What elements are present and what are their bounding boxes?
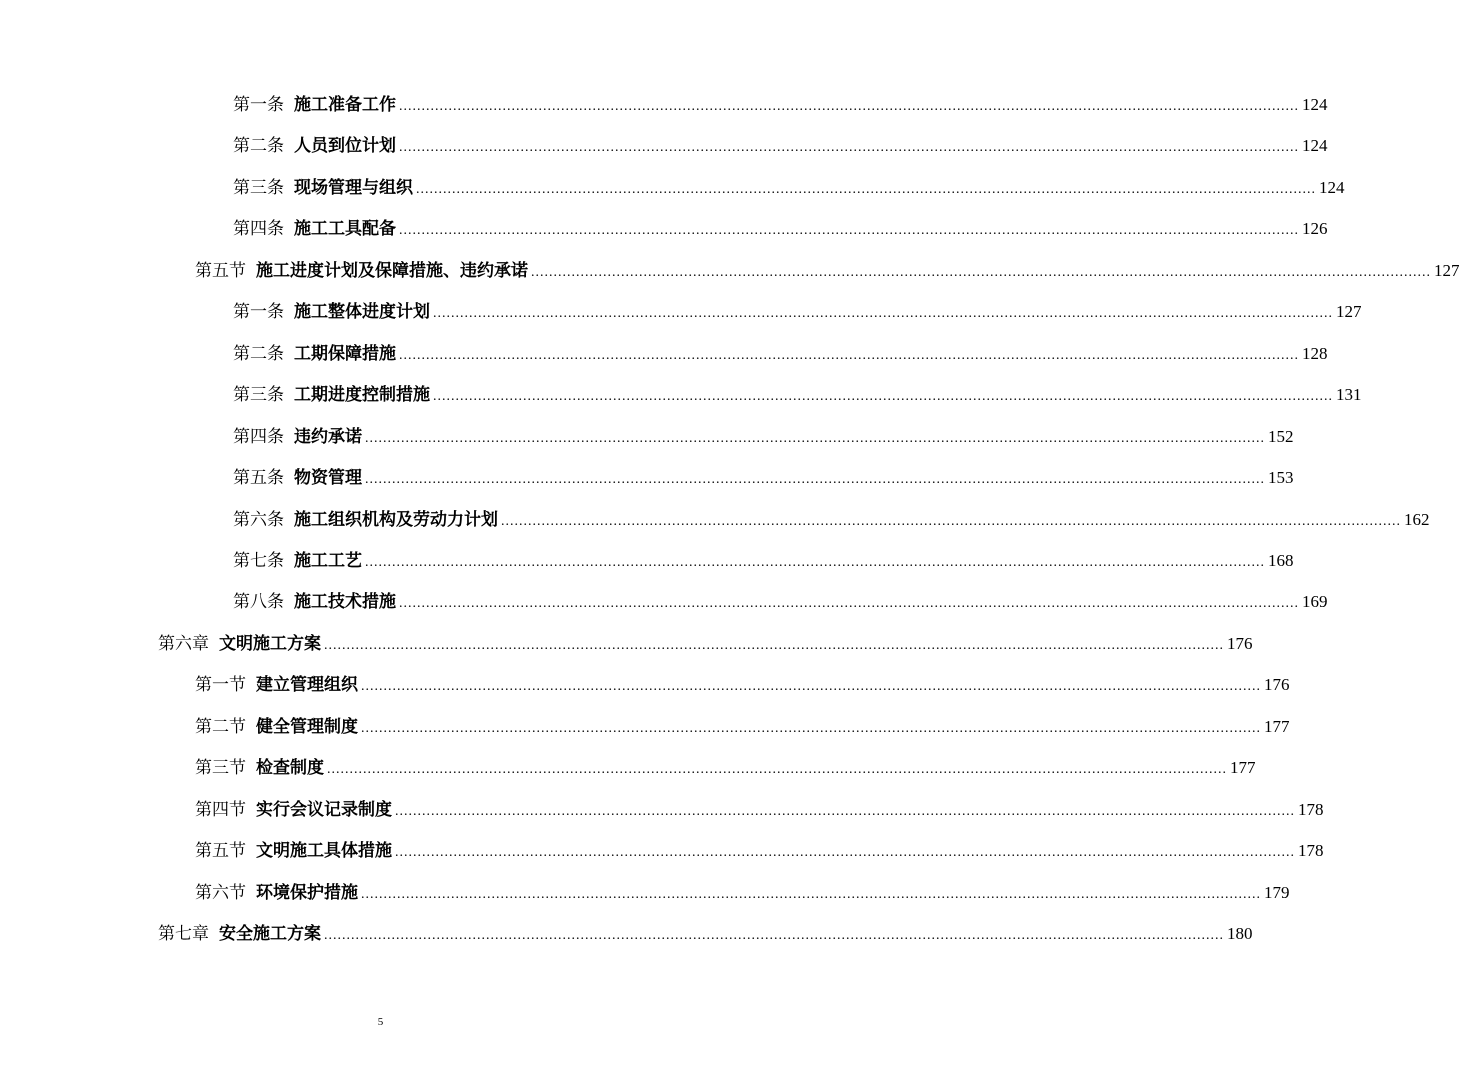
toc-entry-number: 第三条: [233, 385, 284, 405]
toc-dot-leader: ........................................................................................................................................................................................................: [361, 679, 1261, 694]
toc-entry-title: 文明施工具体措施: [256, 841, 392, 861]
toc-entry-number: 第四条: [233, 219, 284, 239]
toc-entry-page: 169: [1302, 592, 1328, 611]
toc-entry-page: 124: [1302, 136, 1328, 155]
toc-dot-leader: ........................................................................................................................................................................................................: [361, 721, 1261, 736]
toc-entry-number: 第五节: [195, 841, 246, 861]
toc-entry[interactable]: [195, 878, 1290, 908]
toc-entry-number: 第五条: [233, 468, 284, 488]
toc-dot-leader: ........................................................................................................................................................................................................: [501, 514, 1401, 529]
toc-entry-page: 177: [1264, 717, 1290, 736]
toc-dot-leader: ........................................................................................................................................................................................................: [399, 348, 1299, 363]
toc-entry[interactable]: [233, 214, 1328, 244]
toc-entry-page: 124: [1319, 178, 1345, 197]
toc-entry-title: 现场管理与组织: [294, 178, 413, 198]
toc-entry-title: 环境保护措施: [256, 883, 358, 903]
toc-entry-page: 124: [1302, 95, 1328, 114]
toc-entry-title: 安全施工方案: [219, 924, 321, 944]
toc-dot-leader: ........................................................................................................................................................................................................: [395, 804, 1295, 819]
toc-entry-number: 第二条: [233, 136, 284, 156]
toc-dot-leader: ........................................................................................................................................................................................................: [433, 389, 1333, 404]
toc-entry-page: 128: [1302, 344, 1328, 363]
toc-entry-page: 168: [1268, 551, 1294, 570]
toc-entry-title: 施工组织机构及劳动力计划: [294, 510, 498, 530]
toc-entry[interactable]: [195, 836, 1324, 866]
toc-entry[interactable]: [195, 753, 1256, 783]
toc-entry-title: 人员到位计划: [294, 136, 396, 156]
toc-entry-page: 178: [1298, 841, 1324, 860]
toc-dot-leader: ........................................................................................................................................................................................................: [531, 265, 1431, 280]
toc-entry-page: 179: [1264, 883, 1290, 902]
toc-entry-page: 126: [1302, 219, 1328, 238]
toc-entry-page: 178: [1298, 800, 1324, 819]
toc-entry-title: 工期保障措施: [294, 344, 396, 364]
toc-dot-leader: ........................................................................................................................................................................................................: [399, 223, 1299, 238]
toc-entry-number: 第七章: [158, 924, 209, 944]
toc-entry[interactable]: [233, 90, 1328, 120]
toc-entry[interactable]: [233, 297, 1362, 327]
toc-entry[interactable]: [195, 256, 1460, 286]
page-number: 5: [377, 1016, 384, 1028]
toc-entry-title: 建立管理组织: [256, 675, 358, 695]
toc-entry[interactable]: [233, 339, 1328, 369]
toc-entry-number: 第四条: [233, 427, 284, 447]
toc-entry[interactable]: [233, 131, 1328, 161]
toc-entry[interactable]: [158, 919, 1253, 949]
toc-entry-page: 176: [1264, 675, 1290, 694]
toc-entry-number: 第八条: [233, 592, 284, 612]
toc-entry-page: 162: [1404, 510, 1430, 529]
toc-entry-title: 检查制度: [256, 758, 324, 778]
toc-dot-leader: ........................................................................................................................................................................................................: [365, 472, 1265, 487]
toc-entry-number: 第三条: [233, 178, 284, 198]
toc-entry-title: 施工工艺: [294, 551, 362, 571]
toc-dot-leader: ........................................................................................................................................................................................................: [324, 638, 1224, 653]
toc-entry[interactable]: [195, 712, 1290, 742]
toc-entry-number: 第四节: [195, 800, 246, 820]
toc-dot-leader: ........................................................................................................................................................................................................: [327, 762, 1227, 777]
toc-dot-leader: ........................................................................................................................................................................................................: [399, 140, 1299, 155]
toc-dot-leader: ........................................................................................................................................................................................................: [361, 887, 1261, 902]
toc-entry-title: 物资管理: [294, 468, 362, 488]
toc-entry-page: 153: [1268, 468, 1294, 487]
toc-entry-title: 违约承诺: [294, 427, 362, 447]
toc-entry-number: 第一条: [233, 302, 284, 322]
toc-entry-page: 152: [1268, 427, 1294, 446]
toc-entry-title: 文明施工方案: [219, 634, 321, 654]
toc-entry-number: 第六条: [233, 510, 284, 530]
toc-entry-page: 127: [1434, 261, 1460, 280]
toc-dot-leader: ........................................................................................................................................................................................................: [433, 306, 1333, 321]
toc-entry-page: 177: [1230, 758, 1256, 777]
toc-entry[interactable]: [158, 629, 1253, 659]
toc-entry-title: 施工技术措施: [294, 592, 396, 612]
toc-entry-page: 176: [1227, 634, 1253, 653]
toc-dot-leader: ........................................................................................................................................................................................................: [399, 99, 1299, 114]
toc-entry-title: 健全管理制度: [256, 717, 358, 737]
toc-entry[interactable]: [233, 505, 1430, 535]
toc-entry-number: 第六节: [195, 883, 246, 903]
toc-entry-title: 施工工具配备: [294, 219, 396, 239]
toc-entry[interactable]: [233, 422, 1294, 452]
toc-entry-number: 第七条: [233, 551, 284, 571]
toc-entry-number: 第一条: [233, 95, 284, 115]
toc-dot-leader: ........................................................................................................................................................................................................: [324, 928, 1224, 943]
toc-entry[interactable]: [233, 587, 1328, 617]
toc-entry-page: 180: [1227, 924, 1253, 943]
toc-dot-leader: ........................................................................................................................................................................................................: [399, 596, 1299, 611]
toc-entry-title: 实行会议记录制度: [256, 800, 392, 820]
toc-entry[interactable]: [233, 546, 1294, 576]
toc-entry-page: 127: [1336, 302, 1362, 321]
toc-dot-leader: ........................................................................................................................................................................................................: [365, 431, 1265, 446]
toc-entry-number: 第六章: [158, 634, 209, 654]
toc-entry-number: 第一节: [195, 675, 246, 695]
toc-entry[interactable]: [233, 463, 1294, 493]
toc-entry-title: 施工进度计划及保障措施、违约承诺: [256, 261, 528, 281]
toc-entry-number: 第二条: [233, 344, 284, 364]
toc-entry-page: 131: [1336, 385, 1362, 404]
toc-entry[interactable]: [195, 795, 1324, 825]
toc-dot-leader: ........................................................................................................................................................................................................: [416, 182, 1316, 197]
toc-entry[interactable]: [195, 670, 1290, 700]
toc-dot-leader: ........................................................................................................................................................................................................: [395, 845, 1295, 860]
toc-entry-number: 第三节: [195, 758, 246, 778]
toc-entry-title: 工期进度控制措施: [294, 385, 430, 405]
toc-entry-title: 施工准备工作: [294, 95, 396, 115]
toc-entry[interactable]: [233, 173, 1345, 203]
toc-entry[interactable]: [233, 380, 1362, 410]
toc-entry-number: 第二节: [195, 717, 246, 737]
toc-dot-leader: ........................................................................................................................................................................................................: [365, 555, 1265, 570]
toc-entry-number: 第五节: [195, 261, 246, 281]
toc-entry-title: 施工整体进度计划: [294, 302, 430, 322]
